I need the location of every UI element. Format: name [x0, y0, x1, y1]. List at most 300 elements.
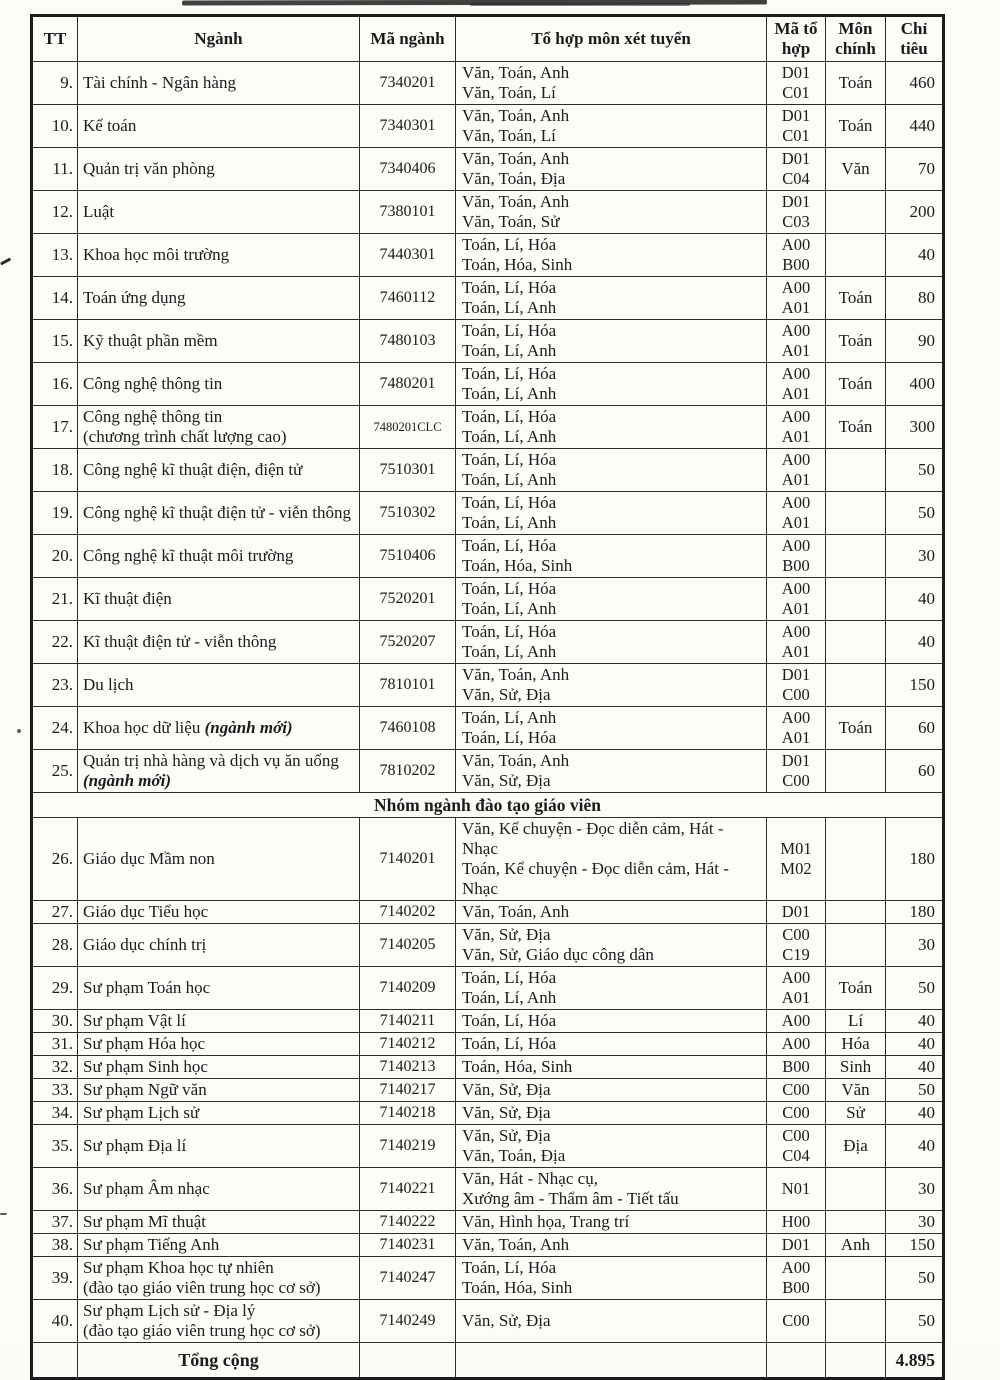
combo-codes-cell: [767, 105, 826, 148]
quota-cell: 80: [886, 277, 944, 320]
combo-codes-cell: [767, 1300, 826, 1343]
row-number-cell: 23.: [32, 664, 78, 707]
table-row: [32, 1234, 944, 1257]
row-number-cell: 29.: [32, 967, 78, 1010]
combo-code: C00: [782, 1103, 810, 1122]
major-name: Công nghệ kĩ thuật điện tử - viễn thông: [83, 503, 351, 522]
subject-combos-cell: [456, 578, 767, 621]
major-code-cell: 7440301: [360, 234, 456, 277]
quota-cell: 460: [886, 62, 944, 105]
major-name-cell: [78, 1234, 360, 1257]
combo-code: C00: [782, 1126, 810, 1145]
combo-code: A01: [781, 513, 811, 532]
combo-code: B00: [782, 556, 810, 575]
subject-combos-cell: [456, 191, 767, 234]
major-code-cell: 7140211: [360, 1010, 456, 1033]
quota-cell: 50: [886, 1300, 944, 1343]
table-row: [32, 1125, 944, 1168]
quota-cell: 30: [886, 535, 944, 578]
major-code-cell: 7140222: [360, 1211, 456, 1234]
main-subject-cell: Toán: [826, 406, 886, 449]
combo-code: C00: [782, 1080, 810, 1099]
main-subject-cell: Toán: [826, 277, 886, 320]
major-code-cell: 7140212: [360, 1033, 456, 1056]
combo-line: Toán, Hóa, Sinh: [462, 1057, 573, 1076]
combo-code: D01: [781, 106, 811, 125]
main-subject-cell: [826, 1300, 886, 1343]
combo-codes-cell: [767, 234, 826, 277]
major-name-cell: [78, 1056, 360, 1079]
quota-cell: 440: [886, 105, 944, 148]
combo-line: Toán, Lí, Anh: [462, 599, 557, 618]
major-code-cell: 7140205: [360, 924, 456, 967]
major-name: Luật: [83, 202, 115, 221]
subject-combos-cell: [456, 492, 767, 535]
combo-line: Văn, Kể chuyện - Đọc diễn cảm, Hát - Nhạc: [462, 819, 724, 858]
subject-combos-cell: [456, 1211, 767, 1234]
row-number-cell: 31.: [32, 1033, 78, 1056]
major-name: Sư phạm Lịch sử - Địa lý: [83, 1301, 256, 1320]
major-name-cell: [78, 234, 360, 277]
row-number-cell: 14.: [32, 277, 78, 320]
major-name-cell: [78, 406, 360, 449]
major-name: Du lịch: [83, 675, 134, 694]
combo-code: N01: [781, 1179, 811, 1198]
major-code-cell: 7510406: [360, 535, 456, 578]
quota-cell: 50: [886, 1079, 944, 1102]
header-cell-mon-chinh: Môn chính: [826, 16, 886, 62]
major-name-cell: [78, 1010, 360, 1033]
section-header-row: [32, 793, 944, 818]
combo-code: A00: [781, 407, 811, 426]
major-name-cell: [78, 191, 360, 234]
row-number-cell: 11.: [32, 148, 78, 191]
major-name-cell: [78, 664, 360, 707]
combo-line: Văn, Toán, Anh: [462, 902, 570, 921]
combo-line: Toán, Lí, Anh: [462, 513, 557, 532]
major-name: Tài chính - Ngân hàng: [83, 73, 236, 92]
quota-cell: 30: [886, 924, 944, 967]
major-code-cell: 7460108: [360, 707, 456, 750]
combo-codes-cell: [767, 1102, 826, 1125]
major-name-cell: [78, 148, 360, 191]
subject-combos-cell: [456, 148, 767, 191]
major-name: Giáo dục chính trị: [83, 935, 207, 954]
major-name-sub: (đào tạo giáo viên trung học cơ sở): [83, 1321, 321, 1340]
table-row: [32, 1079, 944, 1102]
quota-cell: 50: [886, 492, 944, 535]
quota-cell: 40: [886, 234, 944, 277]
subject-combos-cell: [456, 1102, 767, 1125]
combo-code: A00: [781, 1011, 811, 1030]
major-name-cell: [78, 1211, 360, 1234]
row-number-cell: 13.: [32, 234, 78, 277]
subject-combos-cell: [456, 818, 767, 901]
table-row: [32, 363, 944, 406]
total-label: Tổng cộng: [78, 1343, 360, 1379]
major-code-cell: 7340201: [360, 62, 456, 105]
major-name: Sư phạm Lịch sử: [83, 1103, 200, 1122]
combo-code: H00: [781, 1212, 811, 1231]
subject-combos-cell: [456, 707, 767, 750]
subject-combos-cell: [456, 1033, 767, 1056]
major-code-cell: 7140247: [360, 1257, 456, 1300]
subject-combos-cell: [456, 901, 767, 924]
combo-line: Văn, Toán, Địa: [462, 169, 566, 188]
main-subject-cell: [826, 818, 886, 901]
combo-code: C01: [782, 126, 810, 145]
combo-line: Toán, Lí, Hóa: [462, 968, 557, 987]
row-number-cell: 22.: [32, 621, 78, 664]
combo-code: B00: [782, 1278, 810, 1297]
combo-line: Văn, Sử, Địa: [462, 925, 551, 944]
combo-line: Toán, Lí, Anh: [462, 427, 557, 446]
row-number-cell: 19.: [32, 492, 78, 535]
row-number-cell: 35.: [32, 1125, 78, 1168]
table-row: [32, 578, 944, 621]
quota-cell: 50: [886, 1257, 944, 1300]
combo-code: C00: [782, 685, 810, 704]
major-name: Sư phạm Sinh học: [83, 1057, 208, 1076]
quota-cell: 400: [886, 363, 944, 406]
quota-cell: 40: [886, 1056, 944, 1079]
combo-code: B00: [782, 255, 810, 274]
major-name: Giáo dục Tiểu học: [83, 902, 209, 921]
main-subject-cell: Toán: [826, 320, 886, 363]
row-number-cell: 9.: [32, 62, 78, 105]
total-empty-combos: [456, 1343, 767, 1379]
scan-artifact-top-streak-2: [470, 3, 690, 6]
major-code-cell: 7480201: [360, 363, 456, 406]
quota-cell: 40: [886, 1102, 944, 1125]
row-number-cell: 28.: [32, 924, 78, 967]
combo-line: Toán, Lí, Anh: [462, 298, 557, 317]
combo-code: A00: [781, 364, 811, 383]
major-name: Sư phạm Tiếng Anh: [83, 1235, 220, 1254]
subject-combos-cell: [456, 320, 767, 363]
subject-combos-cell: [456, 535, 767, 578]
combo-line: Văn, Sử, Địa: [462, 1311, 551, 1330]
major-name: Giáo dục Mầm non: [83, 849, 215, 868]
combo-line: Văn, Toán, Anh: [462, 192, 570, 211]
combo-line: Toán, Lí, Hóa: [462, 493, 557, 512]
table-row: [32, 449, 944, 492]
combo-line: Toán, Lí, Hóa: [462, 1258, 557, 1277]
major-name: Sư phạm Âm nhạc: [83, 1179, 210, 1198]
row-number-cell: 34.: [32, 1102, 78, 1125]
major-name: Kế toán: [83, 116, 137, 135]
combo-line: Văn, Toán, Anh: [462, 149, 570, 168]
subject-combos-cell: [456, 449, 767, 492]
table-header: [32, 16, 944, 62]
major-name: Sư phạm Địa lí: [83, 1136, 187, 1155]
table-row: [32, 1211, 944, 1234]
quota-cell: 200: [886, 191, 944, 234]
quota-cell: 40: [886, 1125, 944, 1168]
combo-line: Toán, Hóa, Sinh: [462, 1278, 573, 1297]
major-code-cell: 7520201: [360, 578, 456, 621]
combo-line: Xướng âm - Thẩm âm - Tiết tấu: [462, 1189, 679, 1208]
combo-code: A00: [781, 622, 811, 641]
combo-line: Toán, Hóa, Sinh: [462, 556, 573, 575]
combo-line: Toán, Lí, Anh: [462, 384, 557, 403]
combo-line: Toán, Lí, Hóa: [462, 364, 557, 383]
main-subject-cell: [826, 191, 886, 234]
major-name: Sư phạm Khoa học tự nhiên: [83, 1258, 274, 1277]
main-subject-cell: Sử: [826, 1102, 886, 1125]
subject-combos-cell: [456, 924, 767, 967]
quota-cell: 40: [886, 621, 944, 664]
table-row: [32, 818, 944, 901]
combo-code: C00: [782, 771, 810, 790]
combo-line: Văn, Sử, Địa: [462, 685, 551, 704]
combo-line: Toán, Lí, Anh: [462, 470, 557, 489]
combo-line: Toán, Hóa, Sinh: [462, 255, 573, 274]
main-subject-cell: Văn: [826, 148, 886, 191]
combo-code: A00: [781, 235, 811, 254]
table-body: [32, 62, 944, 1379]
quota-cell: 50: [886, 967, 944, 1010]
table-row: [32, 535, 944, 578]
subject-combos-cell: [456, 1234, 767, 1257]
row-number-cell: 33.: [32, 1079, 78, 1102]
combo-codes-cell: [767, 967, 826, 1010]
subject-combos-cell: [456, 406, 767, 449]
major-code-cell: 7140209: [360, 967, 456, 1010]
combo-line: Văn, Hát - Nhạc cụ,: [462, 1169, 598, 1188]
combo-codes-cell: [767, 277, 826, 320]
row-number-cell: 12.: [32, 191, 78, 234]
combo-codes-cell: [767, 449, 826, 492]
table-row: [32, 277, 944, 320]
major-code-cell: 7510302: [360, 492, 456, 535]
table-row: [32, 234, 944, 277]
major-name-cell: [78, 621, 360, 664]
major-name-cell: [78, 707, 360, 750]
row-number-cell: 26.: [32, 818, 78, 901]
subject-combos-cell: [456, 1079, 767, 1102]
main-subject-cell: [826, 664, 886, 707]
combo-code: C03: [782, 212, 810, 231]
new-major-tag: (ngành mới): [83, 771, 172, 790]
table-row: [32, 148, 944, 191]
row-number-cell: 15.: [32, 320, 78, 363]
major-name: Kĩ thuật điện: [83, 589, 172, 608]
major-name: Khoa học dữ liệu (ngành mới): [83, 718, 293, 737]
quota-cell: 70: [886, 148, 944, 191]
row-number-cell: 18.: [32, 449, 78, 492]
major-code-cell: 7480201CLC: [360, 406, 456, 449]
combo-line: Toán, Kể chuyện - Đọc diễn cảm, Hát - Nhạc: [462, 859, 729, 898]
header-cell-ma-nganh: Mã ngành: [360, 16, 456, 62]
main-subject-cell: [826, 234, 886, 277]
header-row: [32, 16, 944, 62]
header-cell-nganh: Ngành: [78, 16, 360, 62]
subject-combos-cell: [456, 234, 767, 277]
table-row: [32, 967, 944, 1010]
major-code-cell: 7480103: [360, 320, 456, 363]
major-code-cell: 7340301: [360, 105, 456, 148]
combo-codes-cell: [767, 363, 826, 406]
combo-codes-cell: [767, 901, 826, 924]
major-code-cell: 7380101: [360, 191, 456, 234]
combo-codes-cell: [767, 1125, 826, 1168]
combo-line: Toán, Lí, Hóa: [462, 321, 557, 340]
combo-code: M01: [780, 839, 812, 858]
main-subject-cell: [826, 750, 886, 793]
major-name-cell: [78, 578, 360, 621]
combo-line: Văn, Sử, Giáo dục công dân: [462, 945, 654, 964]
row-number-cell: 16.: [32, 363, 78, 406]
main-subject-cell: [826, 1168, 886, 1211]
combo-line: Văn, Toán, Anh: [462, 751, 570, 770]
combo-code: M02: [780, 859, 812, 878]
combo-codes-cell: [767, 148, 826, 191]
main-subject-cell: [826, 1257, 886, 1300]
major-code-cell: 7140201: [360, 818, 456, 901]
combo-code: B00: [782, 1057, 810, 1076]
quota-cell: 40: [886, 1033, 944, 1056]
major-code-cell: 7460112: [360, 277, 456, 320]
major-name: Kỹ thuật phần mềm: [83, 331, 218, 350]
row-number-cell: 17.: [32, 406, 78, 449]
main-subject-cell: [826, 449, 886, 492]
table-row: [32, 191, 944, 234]
total-row: [32, 1343, 944, 1379]
major-code-cell: 7510301: [360, 449, 456, 492]
combo-line: Toán, Lí, Hóa: [462, 579, 557, 598]
row-number-cell: 20.: [32, 535, 78, 578]
major-name: Công nghệ kĩ thuật môi trường: [83, 546, 294, 565]
combo-code: A00: [781, 536, 811, 555]
major-code-cell: 7340406: [360, 148, 456, 191]
new-major-tag: (ngành mới): [200, 718, 293, 737]
major-name-cell: [78, 967, 360, 1010]
major-code-cell: 7140221: [360, 1168, 456, 1211]
combo-codes-cell: [767, 1010, 826, 1033]
subject-combos-cell: [456, 1010, 767, 1033]
subject-combos-cell: [456, 1056, 767, 1079]
combo-line: Văn, Toán, Anh: [462, 1235, 570, 1254]
header-cell-tt: TT: [32, 16, 78, 62]
combo-codes-cell: [767, 707, 826, 750]
major-name-cell: [78, 901, 360, 924]
major-code-cell: 7140213: [360, 1056, 456, 1079]
subject-combos-cell: [456, 664, 767, 707]
major-name-cell: [78, 277, 360, 320]
combo-line: Văn, Toán, Anh: [462, 106, 570, 125]
main-subject-cell: Hóa: [826, 1033, 886, 1056]
quota-cell: 40: [886, 1010, 944, 1033]
quota-cell: 60: [886, 707, 944, 750]
scan-artifact-speck: [17, 729, 21, 733]
main-subject-cell: Toán: [826, 967, 886, 1010]
table-row: [32, 1168, 944, 1211]
table-row: [32, 901, 944, 924]
row-number-cell: 30.: [32, 1010, 78, 1033]
row-number-cell: 37.: [32, 1211, 78, 1234]
combo-codes-cell: [767, 1168, 826, 1211]
table-row: [32, 320, 944, 363]
table-row: [32, 1257, 944, 1300]
major-name: Sư phạm Vật lí: [83, 1011, 186, 1030]
major-name: Toán ứng dụng: [83, 288, 186, 307]
major-name-cell: [78, 924, 360, 967]
combo-code: A00: [781, 579, 811, 598]
table-row: [32, 924, 944, 967]
major-name: Quản trị văn phòng: [83, 159, 215, 178]
table-row: [32, 62, 944, 105]
table-row: [32, 105, 944, 148]
header-cell-ma-to-hop: Mã tổ hợp: [767, 16, 826, 62]
quota-cell: 300: [886, 406, 944, 449]
total-empty-main: [826, 1343, 886, 1379]
combo-line: Văn, Sử, Địa: [462, 771, 551, 790]
combo-code: A00: [781, 1258, 811, 1277]
combo-codes-cell: [767, 1079, 826, 1102]
combo-code: D01: [781, 751, 811, 770]
combo-codes-cell: [767, 924, 826, 967]
main-subject-cell: Sinh: [826, 1056, 886, 1079]
row-number-cell: 10.: [32, 105, 78, 148]
subject-combos-cell: [456, 277, 767, 320]
total-empty-codes: [767, 1343, 826, 1379]
combo-line: Văn, Sử, Địa: [462, 1103, 551, 1122]
combo-line: Toán, Lí, Hóa: [462, 407, 557, 426]
major-name-cell: [78, 535, 360, 578]
subject-combos-cell: [456, 363, 767, 406]
quota-cell: 50: [886, 449, 944, 492]
combo-codes-cell: [767, 320, 826, 363]
row-number-cell: 40.: [32, 1300, 78, 1343]
total-value: 4.895: [886, 1343, 944, 1379]
major-code-cell: 7140202: [360, 901, 456, 924]
row-number-cell: 36.: [32, 1168, 78, 1211]
combo-line: Toán, Lí, Anh: [462, 642, 557, 661]
quota-cell: 60: [886, 750, 944, 793]
main-subject-cell: [826, 901, 886, 924]
table-row: [32, 664, 944, 707]
combo-codes-cell: [767, 818, 826, 901]
combo-code: A00: [781, 1034, 811, 1053]
main-subject-cell: Địa: [826, 1125, 886, 1168]
combo-code: D01: [781, 665, 811, 684]
subject-combos-cell: [456, 750, 767, 793]
section-header-label: Nhóm ngành đào tạo giáo viên: [32, 793, 944, 818]
combo-code: A01: [781, 642, 811, 661]
combo-code: A01: [781, 599, 811, 618]
major-name-cell: [78, 320, 360, 363]
combo-code: C00: [782, 925, 810, 944]
table-row: [32, 406, 944, 449]
combo-line: Văn, Toán, Sử: [462, 212, 560, 231]
combo-code: A00: [781, 278, 811, 297]
table-row: [32, 1102, 944, 1125]
quota-cell: 150: [886, 664, 944, 707]
major-name: Quản trị nhà hàng và dịch vụ ăn uống (ngành mới): [83, 751, 339, 790]
combo-code: A01: [781, 470, 811, 489]
combo-codes-cell: [767, 621, 826, 664]
combo-code: D01: [781, 192, 811, 211]
combo-code: A00: [781, 321, 811, 340]
combo-line: Toán, Lí, Hóa: [462, 1011, 557, 1030]
combo-code: A00: [781, 968, 811, 987]
row-number-cell: 24.: [32, 707, 78, 750]
major-name-cell: [78, 1079, 360, 1102]
main-subject-cell: Toán: [826, 105, 886, 148]
combo-code: A01: [781, 341, 811, 360]
main-subject-cell: Toán: [826, 707, 886, 750]
